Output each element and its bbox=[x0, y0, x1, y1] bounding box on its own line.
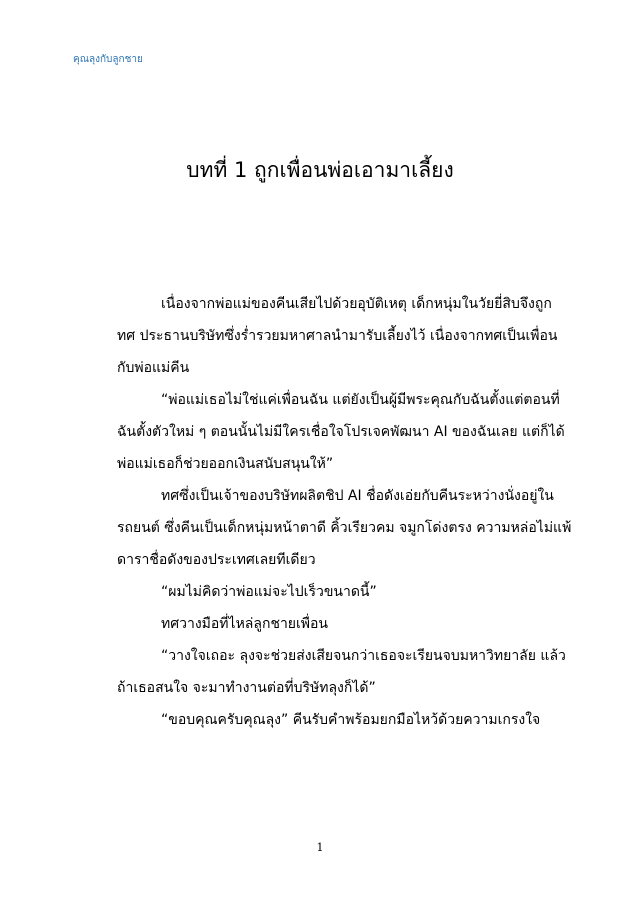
text-line: พ่อแม่เธอก็ช่วยออกเงินสนับสนุนให้” bbox=[117, 456, 334, 472]
paragraph bbox=[73, 480, 583, 576]
text-line: ฉันตั้งตัวใหม่ ๆ ตอนนั้นไม่มีใครเชื่อใจโปรเจคพัฒนา AI ของฉันเลย แต่ก็ได้ bbox=[117, 424, 565, 440]
paragraph bbox=[73, 640, 583, 704]
text-line: รถยนต์ ซึ่งคีนเป็นเด็กหนุ่มหน้าตาดี คิ้วเรียวคม จมูกโด่งตรง ความหล่อไม่แพ้ bbox=[117, 520, 572, 536]
paragraph bbox=[73, 704, 583, 736]
text-line: ดาราชื่อดังของประเทศเลยทีเดียว bbox=[117, 552, 316, 568]
text-line: ถ้าเธอสนใจ จะมาทำงานต่อที่บริษัทลุงก็ได้” bbox=[117, 680, 376, 696]
text-line: “วางใจเถอะ ลุงจะช่วยส่งเสียจนกว่าเธอจะเรียนจบมหาวิทยาลัย แล้ว bbox=[161, 648, 566, 664]
paragraph bbox=[73, 576, 583, 608]
page-number: 1 bbox=[316, 841, 324, 854]
text-line: ทศวางมือที่ไหล่ลูกชายเพื่อน bbox=[161, 616, 329, 632]
text-line: “ขอบคุณครับคุณลุง” คีนรับคำพร้อมยกมือไหว้ด้วยความเกรงใจ bbox=[161, 712, 541, 728]
text-line: “พ่อแม่เธอไม่ใช่แค่เพื่อนฉัน แต่ยังเป็นผู้มีพระคุณกับฉันตั้งแต่ตอนที่ bbox=[161, 392, 560, 408]
body-text bbox=[73, 288, 583, 736]
text-line: “ผมไม่คิดว่าพ่อแม่จะไปเร็วขนาดนี้” bbox=[161, 584, 377, 600]
text-line: กับพ่อแม่คีน bbox=[117, 360, 190, 376]
paragraph bbox=[73, 288, 583, 384]
text-line: เนื่องจากพ่อแม่ของคีนเสียไปด้วยอุบัติเหตุ เด็กหนุ่มในวัยยี่สิบจึงถูก bbox=[161, 296, 552, 312]
text-line: ทศ ประธานบริษัทซึ่งร่ำรวยมหาศาลนำมารับเลี้ยงไว้ เนื่องจากทศเป็นเพื่อน bbox=[117, 328, 558, 344]
text-line: ทศซึ่งเป็นเจ้าของบริษัทผลิตชิป AI ชื่อดังเอ่ยกับคีนระหว่างนั่งอยู่ใน bbox=[161, 488, 554, 504]
paragraph bbox=[73, 384, 583, 480]
chapter-title: บทที่ 1 ถูกเพื่อนพ่อเอามาเลี้ยง bbox=[186, 158, 454, 182]
running-header: คุณลุงกับลูกชาย bbox=[73, 54, 143, 65]
paragraph bbox=[73, 608, 583, 640]
